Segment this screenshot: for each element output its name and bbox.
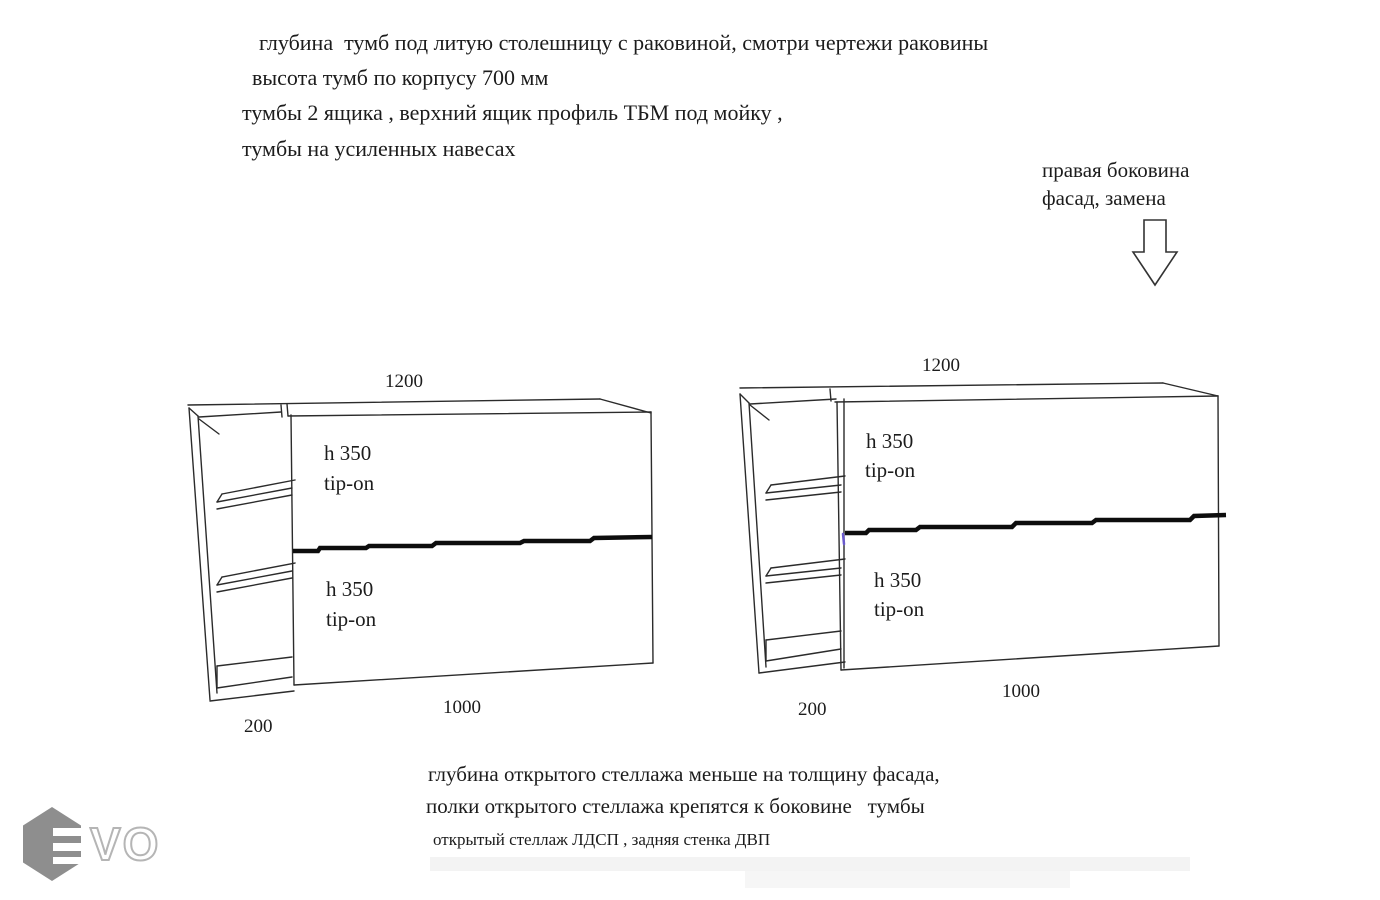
drawer-top-height-right: h 350	[866, 429, 914, 453]
dim-total-width-left: 1200	[385, 371, 423, 392]
drawer-bottom-height-left: h 350	[326, 577, 374, 601]
dim-total-width-right: 1200	[922, 355, 960, 376]
drawer-divider-right	[845, 515, 1226, 533]
divider-blue-tick	[843, 534, 844, 544]
down-arrow-icon	[1133, 220, 1177, 285]
drawer-top-mechanism-right: tip-on	[865, 458, 916, 482]
dim-drawer-width-left: 1000	[443, 697, 481, 718]
drawer-top-mechanism-left: tip-on	[324, 471, 375, 495]
bottom-note-line-1: глубина открытого стеллажа меньше на толщину фасада,	[428, 762, 940, 786]
bottom-note-line-3: открытый стеллаж ЛДСП , задняя стенка ДВП	[433, 830, 771, 849]
drawer-bottom-height-right: h 350	[874, 568, 922, 592]
cabinet-drawing-right	[740, 383, 1226, 673]
dim-shelf-width-left: 200	[244, 716, 273, 737]
replacement-annotation-line-2: фасад, замена	[1042, 186, 1166, 210]
drawer-divider-left	[293, 537, 652, 551]
top-note-line-1: глубина тумб под литую столешницу с раковиной, смотри чертежи раковины	[259, 30, 989, 55]
drawer-bottom-mechanism-left: tip-on	[326, 607, 377, 631]
logo-wordmark: VO	[90, 818, 161, 870]
drawer-top-height-left: h 350	[324, 441, 372, 465]
top-note-line-2: высота тумб по корпусу 700 мм	[252, 65, 549, 90]
logo-wordmark-svg	[88, 818, 198, 874]
top-note-line-4: тумбы на усиленных навесах	[242, 136, 516, 161]
top-note-line-3: тумбы 2 ящика , верхний ящик профиль ТБМ под мойку ,	[242, 100, 783, 125]
drawer-bottom-mechanism-right: tip-on	[874, 597, 925, 621]
cabinet-drawing-left	[188, 399, 653, 701]
dim-drawer-width-right: 1000	[1002, 681, 1040, 702]
replacement-annotation-line-1: правая боковина	[1042, 158, 1190, 182]
dim-shelf-width-right: 200	[798, 699, 827, 720]
bottom-note-line-2: полки открытого стеллажа крепятся к боковине тумбы	[426, 794, 925, 818]
